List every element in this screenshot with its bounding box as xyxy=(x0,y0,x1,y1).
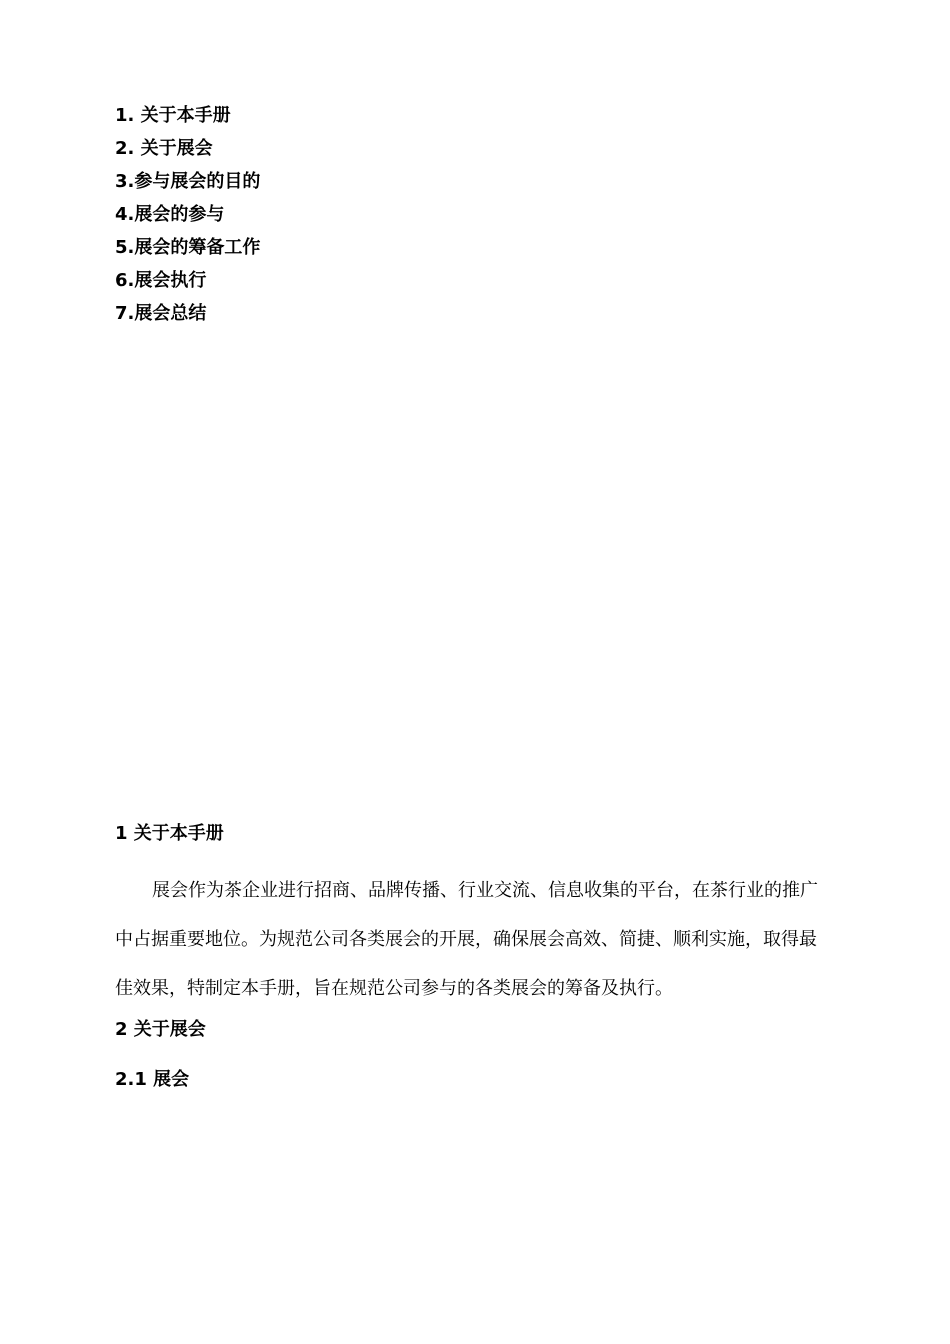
toc-item-1: 1. 关于本手册 xyxy=(115,105,231,126)
section-1-paragraph: 展会作为茶企业进行招商、品牌传播、行业交流、信息收集的平台，在茶行业的推广中占据重要地位。为规范公司各类展会的开展，确保展会高效、简捷、顺利实施，取得最佳效果，特制定本手册，旨在规范公司参与的各类展会的筹备及执行。 xyxy=(115,880,818,999)
section-1-heading: 1 关于本手册 xyxy=(115,823,224,844)
toc-item-2: 2. 关于展会 xyxy=(115,138,213,159)
table-of-contents xyxy=(115,99,260,330)
toc-item-4: 4.展会的参与 xyxy=(115,204,225,225)
section-2-heading: 2 关于展会 xyxy=(115,1019,206,1040)
toc-item-6: 6.展会执行 xyxy=(115,270,207,291)
toc-item-3: 3.参与展会的目的 xyxy=(115,171,261,192)
toc-item-5: 5.展会的筹备工作 xyxy=(115,237,261,258)
toc-item-7: 7.展会总结 xyxy=(115,303,207,324)
section-2-1-heading: 2.1 展会 xyxy=(115,1069,190,1090)
